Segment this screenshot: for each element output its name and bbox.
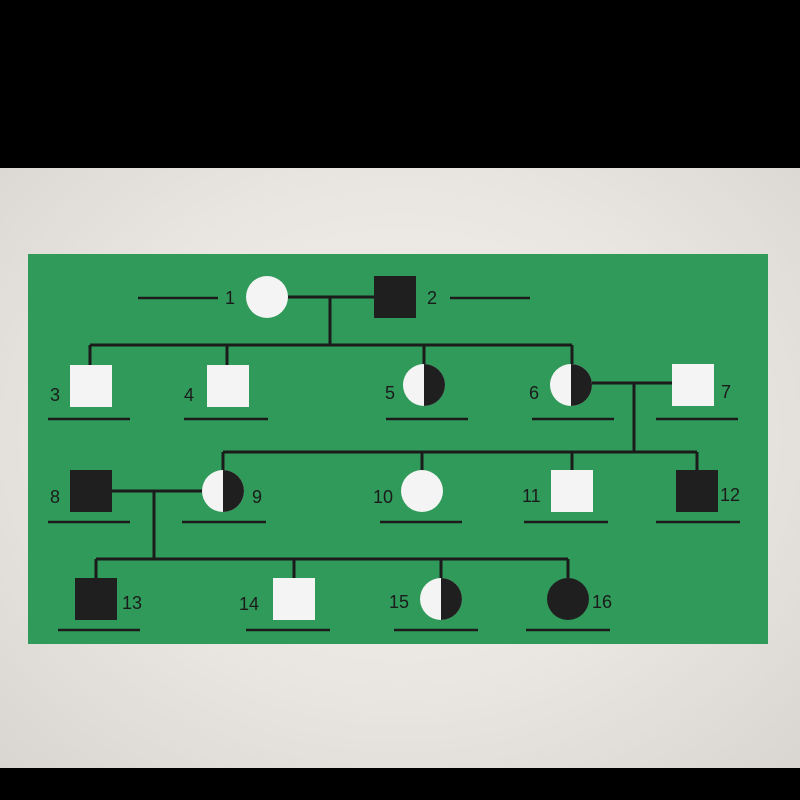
individual-7-symbol [672,364,714,406]
individual-5-label: 5 [385,383,396,403]
individual-8-label: 8 [50,487,61,507]
individual-15-label: 15 [389,592,410,612]
individual-13-label: 13 [122,593,143,613]
individual-14-label: 14 [239,594,260,614]
individual-8-symbol [70,470,112,512]
individual-1-label: 1 [225,288,236,308]
individual-9-symbol [202,470,244,512]
individual-15-symbol [420,578,462,620]
individual-3-label: 3 [50,385,61,405]
individual-2-symbol [374,276,416,318]
individual-1-symbol [246,276,288,318]
individual-16-symbol [547,578,589,620]
individual-10-symbol [401,470,443,512]
individual-4-label: 4 [184,385,195,405]
individual-6-symbol [550,364,592,406]
individual-10-label: 10 [373,487,394,507]
individual-2-label: 2 [427,288,438,308]
individual-6-label: 6 [529,383,540,403]
individual-14-symbol [273,578,315,620]
individual-9-label: 9 [252,487,263,507]
individual-3-symbol [70,365,112,407]
individual-7-label: 7 [721,382,732,402]
individual-12-symbol [676,470,718,512]
individual-13-symbol [75,578,117,620]
individual-11-symbol [551,470,593,512]
individual-5-symbol [403,364,445,406]
individual-11-label: 11 [522,486,541,506]
individual-12-label: 12 [720,485,741,505]
individual-16-label: 16 [592,592,613,612]
individual-4-symbol [207,365,249,407]
